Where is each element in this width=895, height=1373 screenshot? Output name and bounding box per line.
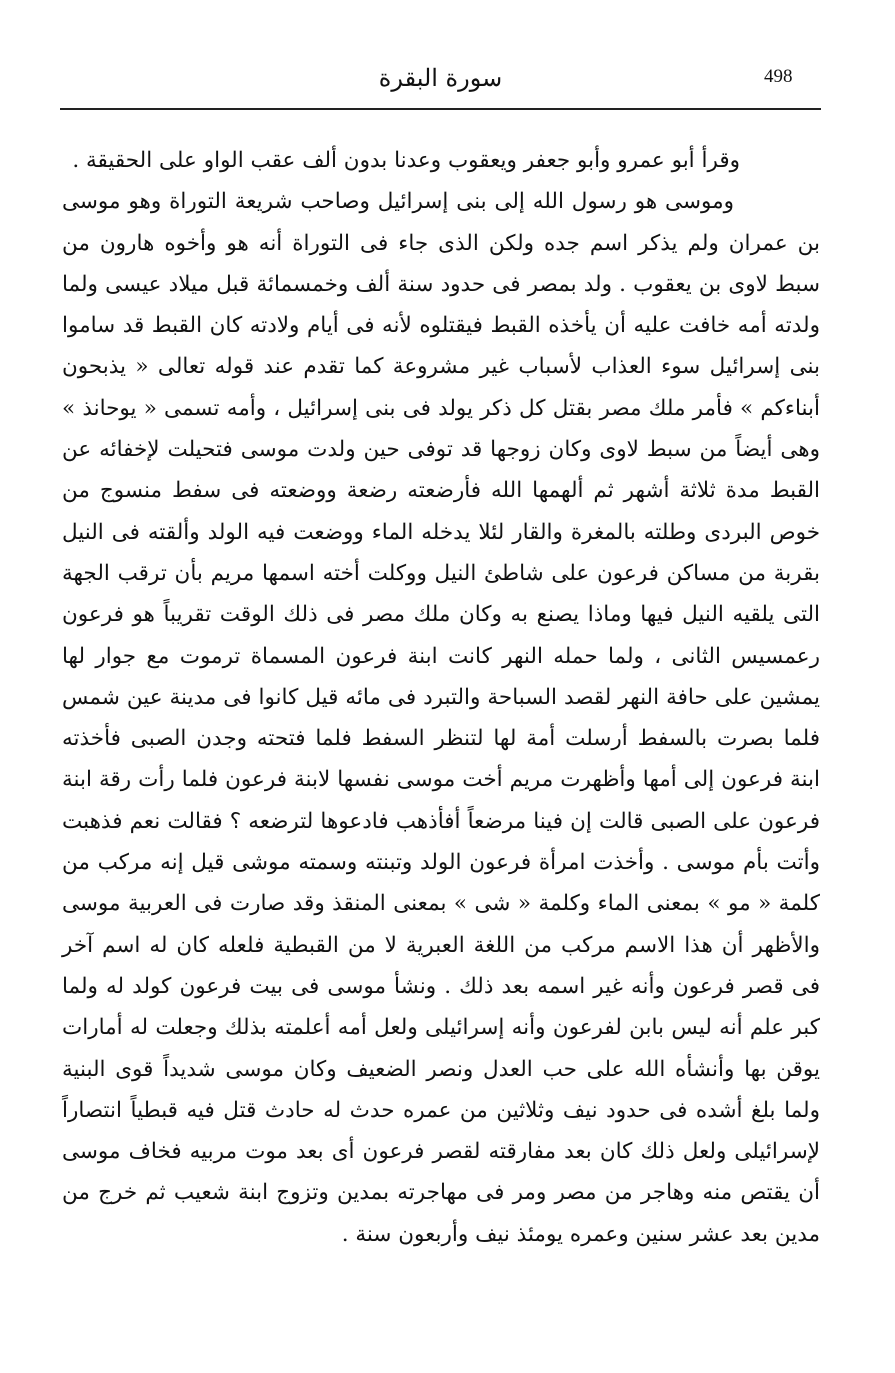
verse-reading-note: وقرأ أبو عمرو وأبو جعفر ويعقوب وعدنا بدون ألف عقب الواو على الحقيقة . [72,148,740,173]
running-title: سورة البقرة [378,64,503,92]
header-rule [60,108,821,110]
page-header [60,62,821,110]
body-text [62,140,820,1255]
commentary-paragraph: وموسى هو رسول الله إلى بنى إسرائيل وصاحب شريعة التوراة وهو موسى بن عمران ولم يذكر اسم جده ولكن الذى جاء فى التوراة أنه هو وأخوه هارون من سبط لاوى بن يعقوب . ولد بمصر فى حدود سنة ألف وخمسمائة قبل ميلاد عيسى ولما ولدته أمه خافت عليه أن يأخذه القبط فيقتلوه لأنه فى أيام ولادته كان القبط قد ساموا بنى إسرائيل سوء العذاب لأسباب غير مشروعة كما تقدم عند قوله تعالى « يذبحون أبناءكم » فأمر ملك مصر بقتل كل ذكر يولد فى بنى إسرائيل ، وأمه تسمى « يوحانذ » وهى أيضاً من سبط لاوى وكان زوجها قد توفى حين ولدت موسى فتحيلت لإخفائه عن القبط مدة ثلاثة أشهر ثم ألهمها الله فأرضعته رضعة ووضعته فى سفط منسوج من خوص البردى وطلته بالمغرة والقار لئلا يدخله الماء ووضعت فيه الولد وألقته فى النيل بقربة من مساكن فرعون على شاطئ النيل ووكلت أخته اسمها مريم بأن ترقب الجهة التى يلقيه النيل فيها وماذا يصنع به وكان ملك مصر فى ذلك الوقت تقريباً هو فرعون رعمسيس الثانى ، ولما حمله النهر كانت ابنة فرعون المسماة ترموت مع جوار لها يمشين على حافة النهر لقصد السباحة والتبرد فى مائه قيل كانوا فى مدينة عين شمس فلما بصرت بالسفط أرسلت أمة لها لتنظر السفط فلما فتحته وجدن الصبى فأخذته ابنة فرعون إلى أمها وأظهرت مريم أخت موسى نفسها لابنة فرعون فلما رأت رقة ابنة فرعون على الصبى قالت إن فينا مرضعاً أفأذهب فادعوها لترضعه ؟ فقالت نعم فذهبت وأتت بأم موسى . وأخذت امرأة فرعون الولد وتبنته وسمته موشى قيل إنه مركب من كلمة « مو » بمعنى الماء وكلمة « شى » بمعنى المنقذ وقد صارت فى العربية موسى والأظهر أن هذا الاسم مركب من اللغة العبرية لا من القبطية فلعله كان له اسم آخر فى قصر فرعون وأنه غير اسمه بعد ذلك . ونشأ موسى فى بيت فرعون كولد له ولما كبر علم أنه ليس بابن لفرعون وأنه إسرائيلى ولعل أمه أعلمته بذلك وجعلت له أمارات يوقن بها وأنشأه الله على حب العدل ونصر الضعيف وكان موسى شديداً قوى البنية ولما بلغ أشده فى حدود نيف وثلاثين من عمره حدث له حادث قتل فيه قبطياً انتصاراً لإسرائيلى ولعل ذلك كان بعد مفارقته لقصر فرعون أى بعد موت مربيه فخاف موسى أن يقتص منه وهاجر من مصر ومر فى مهاجرته بمدين وتزوج ابنة شعيب ثم خرج من مدين بعد عشر سنين وعمره يومئذ نيف وأربعون سنة . [62,189,820,1247]
page-number: 498 [764,66,793,87]
